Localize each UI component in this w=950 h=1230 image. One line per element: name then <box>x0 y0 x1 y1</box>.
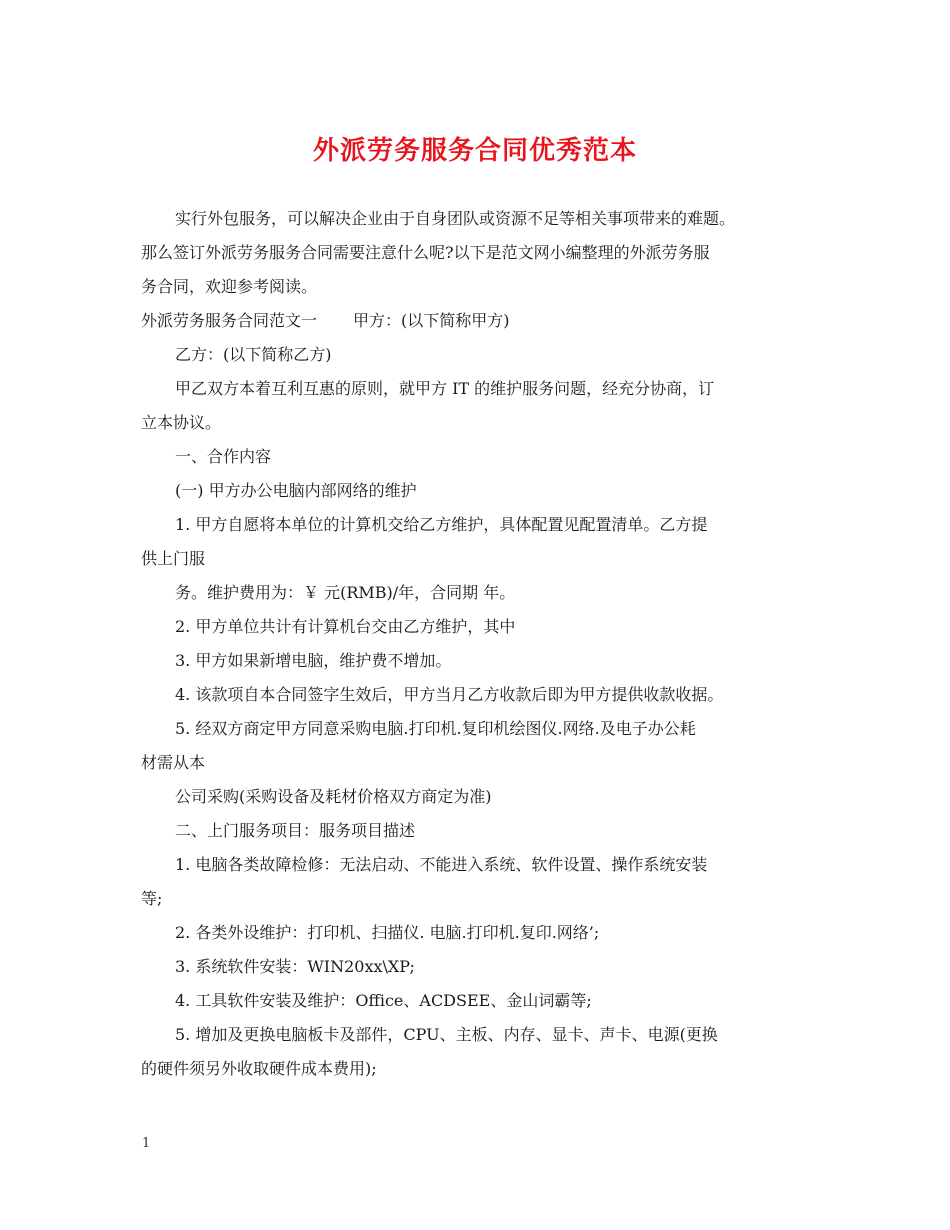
section2-item1-line-2: 等; <box>141 889 163 908</box>
section1-item4: 4. 该款项自本合同签字生效后，甲方当月乙方收款后即为甲方提供收款收据。 <box>175 685 724 704</box>
section1-item1-line-2: 供上门服 <box>141 549 206 568</box>
heading-row <box>141 304 821 338</box>
section1-subheading: (一) 甲方办公电脑内部网络的维护 <box>175 481 417 500</box>
preamble-line-1: 甲乙双方本着互利互惠的原则，就甲方 IT 的维护服务问题，经充分协商，订 <box>175 379 715 398</box>
document-title: 外派劳务服务合同优秀范本 <box>312 136 637 166</box>
section2-item5-line-1: 5. 增加及更换电脑板卡及部件，CPU、主板、内存、显卡、声卡、电源(更换 <box>175 1025 718 1044</box>
section1-item5-line-2: 材需从本 <box>141 753 206 772</box>
section1-heading: 一、合作内容 <box>175 447 272 466</box>
sample-heading: 外派劳务服务合同范文一 <box>141 311 318 330</box>
section1-item1-line-1: 1. 甲方自愿将本单位的计算机交给乙方维护，具体配置见配置清单。乙方提 <box>175 515 708 534</box>
party-b-label: 乙方：(以下简称乙方) <box>175 345 332 364</box>
page-number: 1 <box>142 1136 151 1151</box>
section1-item1-line-3: 务。维护费用为：￥ 元(RMB)/年，合同期 年。 <box>175 583 516 602</box>
section1-item5-line-3: 公司采购(采购设备及耗材价格双方商定为准) <box>175 787 492 806</box>
section2-heading: 二、上门服务项目：服务项目描述 <box>175 821 416 840</box>
section1-item2: 2. 甲方单位共计有计算机台交由乙方维护，其中 <box>175 617 516 636</box>
preamble-line-2: 立本协议。 <box>141 413 222 432</box>
section2-item2: 2. 各类外设维护：打印机、扫描仪. 电脑.打印机.复印.网络’; <box>175 923 600 942</box>
document-body <box>141 202 821 1086</box>
section1-item5-line-1: 5. 经双方商定甲方同意采购电脑.打印机.复印机绘图仪.网络.及电子办公耗 <box>175 719 696 738</box>
section2-item4: 4. 工具软件安装及维护：Office、ACDSEE、金山词霸等; <box>175 991 592 1010</box>
intro-line-3: 务合同，欢迎参考阅读。 <box>141 277 318 296</box>
intro-line-2: 那么签订外派劳务服务合同需要注意什么呢?以下是范文网小编整理的外派劳务服 <box>141 243 710 262</box>
section2-item3: 3. 系统软件安装：WIN20xx\XP; <box>175 957 415 976</box>
section2-item5-line-2: 的硬件须另外收取硬件成本费用); <box>141 1059 377 1078</box>
section1-item3: 3. 甲方如果新增电脑，维护费不增加。 <box>175 651 452 670</box>
party-a-label: 甲方：(以下简称甲方) <box>353 311 510 330</box>
intro-line-1: 实行外包服务，可以解决企业由于自身团队或资源不足等相关事项带来的难题。 <box>175 209 736 228</box>
section2-item1-line-1: 1. 电脑各类故障检修：无法启动、不能进入系统、软件设置、操作系统安装 <box>175 855 708 874</box>
